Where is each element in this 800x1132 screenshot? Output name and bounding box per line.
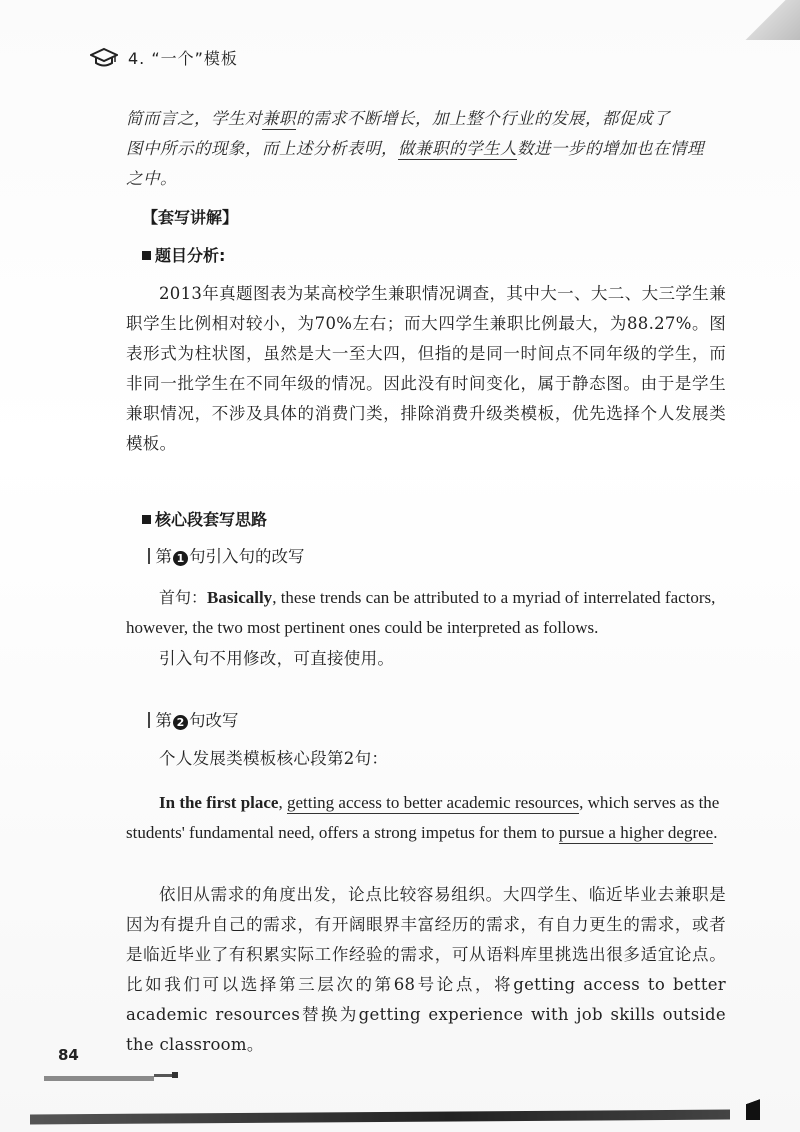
page-number: 84: [58, 1046, 79, 1064]
circled-number-icon: 1: [173, 551, 188, 566]
hand-underline: 兼职: [262, 109, 296, 128]
first-sentence-bold: Basically: [207, 588, 273, 607]
page-corner-bottom-right: [746, 1090, 760, 1120]
vertical-bar-icon: [148, 548, 150, 564]
subheading-sentence-1: [148, 543, 305, 567]
chapter-title: 4. “一个”模板: [128, 49, 238, 68]
sub-text: 第: [155, 711, 172, 730]
underlined-phrase-1: getting access to better academic resources: [286, 793, 580, 812]
page-bottom-edge: [30, 1110, 730, 1125]
eng-text: , which serves as the students' fundamental need, offers a strong impetus for them to: [126, 793, 720, 842]
topic-analysis-label: 题目分析:: [155, 246, 226, 265]
core-paragraph-heading: [142, 507, 267, 530]
hand-underline: 做兼职的学生人: [398, 139, 517, 158]
second-sentence-english: [126, 788, 726, 848]
core-paragraph-label: 核心段套写思路: [155, 510, 268, 529]
second-sentence-intro: 个人发展类模板核心段第2句：: [159, 749, 389, 768]
first-sentence-label: 首句：: [159, 588, 208, 607]
hand-line-2: [126, 134, 726, 164]
hand-text: 数进一步的增加也在情理: [517, 139, 704, 158]
hand-text: 的需求不断增长，加上整个行业的发展，都促成了: [296, 109, 670, 128]
first-sentence-paragraph: [126, 583, 726, 643]
square-bullet-icon: [142, 515, 151, 524]
sub-text: 第: [155, 547, 172, 566]
page-corner-shadow: [730, 0, 800, 40]
sub-text: 句改写: [189, 711, 239, 730]
hand-text: 简而言之，学生对: [126, 109, 262, 128]
topic-analysis-heading: [142, 243, 225, 266]
section-bracket-title: 【套写讲解】: [142, 208, 239, 227]
first-sentence-text: , these trends can be attributed to a myriad of interrelated factors, however, the two most pertinent ones could be interpreted as follows.: [126, 588, 716, 637]
topic-analysis-paragraph: 2013年真题图表为某高校学生兼职情况调查，其中大一、大二、大三学生兼职学生比例相对较小，为70%左右；而大四学生兼职比例最大，为88.27%。图表形式为柱状图，虽然是大一至大四，但指的是同一时间点不同年级的学生，而非同一批学生在不同年级的情况。因此没有时间变化，属于静态图。由于是学生兼职情况，不涉及具体的消费门类，排除消费升级类模板，优先选择个人发展类模板。: [126, 284, 726, 453]
handwritten-summary: [126, 104, 726, 194]
sub-text: 句引入句的改写: [189, 547, 305, 566]
hand-line-3: 之中。: [126, 169, 177, 188]
eng-text: ,: [278, 793, 287, 812]
eng-text: .: [713, 823, 718, 842]
subheading-sentence-2: [148, 707, 239, 731]
circled-number-icon: 2: [173, 715, 188, 730]
footer-dot: [172, 1072, 178, 1078]
underlined-phrase-2: pursue a higher degree: [558, 823, 714, 842]
chapter-header: [90, 46, 238, 69]
hand-text: 图中所示的现象，而上述分析表明，: [126, 139, 398, 158]
square-bullet-icon: [142, 251, 151, 260]
footer-rule: [44, 1076, 154, 1081]
graduation-cap-icon: [90, 47, 118, 69]
second-sentence-bold: In the first place: [159, 793, 279, 812]
first-sentence-note: 引入句不用修改，可直接使用。: [159, 649, 395, 668]
hand-line-1: [126, 104, 726, 134]
vertical-bar-icon: [148, 712, 150, 728]
final-explanation-paragraph: 依旧从需求的角度出发，论点比较容易组织。大四学生、临近毕业去兼职是因为有提升自己的需求，有开阔眼界丰富经历的需求，有自力更生的需求，或者是临近毕业了有积累实际工作经验的需求，可从语料库里挑选出很多适宜论点。比如我们可以选择第三层次的第68号论点，将getting access to better academic resources替换为getting experience with job skills outside the classroom。: [126, 885, 726, 1054]
